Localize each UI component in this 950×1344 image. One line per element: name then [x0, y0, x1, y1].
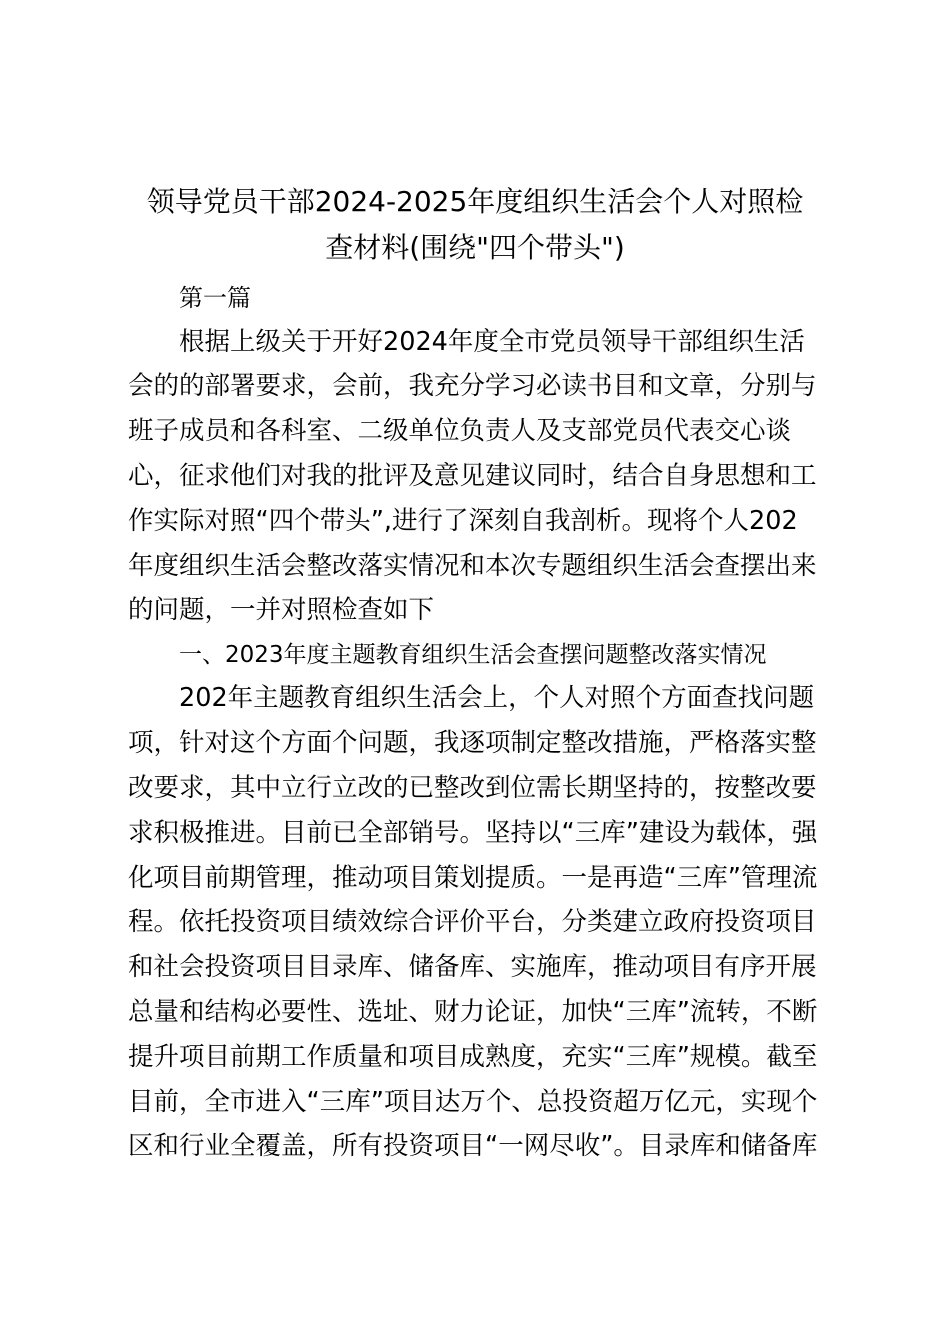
document-title-line-1: 领导党员干部2024-2025年度组织生活会个人对照检: [146, 185, 804, 218]
body-line: 的问题，一并对照检查如下: [128, 595, 435, 625]
body-line: 项，针对这个方面个问题，我逐项制定整改措施，严格落实整: [128, 728, 817, 758]
body-line: 作实际对照“四个带头”,进行了深刻自我剖析。现将个人202: [128, 506, 798, 536]
document-title-line-2: 查材料(围绕"四个带头"): [325, 231, 625, 264]
body-line: 心，征求他们对我的批评及意见建议同时，结合自身思想和工: [128, 461, 817, 491]
body-line: 会的的部署要求，会前，我充分学习必读书目和文章，分别与: [128, 371, 817, 401]
body-line: 根据上级关于开好2024年度全市党员领导干部组织生活: [179, 327, 805, 357]
body-line: 和社会投资项目目录库、储备库、实施库，推动项目有序开展: [128, 952, 817, 982]
body-line: 目前，全市进入“三库”项目达万个、总投资超万亿元，实现个: [128, 1087, 818, 1117]
body-line: 求积极推进。目前已全部销号。坚持以“三库”建设为载体，强: [128, 818, 818, 848]
body-line: 202年主题教育组织生活会上，个人对照个方面查找问题: [179, 683, 815, 713]
part-label: 第一篇: [179, 284, 251, 312]
body-line: 年度组织生活会整改落实情况和本次专题组织生活会查摆出来: [128, 551, 817, 581]
body-line: 程。依托投资项目绩效综合评价平台，分类建立政府投资项目: [128, 907, 817, 937]
body-line: 总量和结构必要性、选址、财力论证，加快“三库”流转，不断: [128, 997, 818, 1027]
section-heading: 一、2023年度主题教育组织生活会查摆问题整改落实情况: [179, 642, 767, 668]
body-line: 班子成员和各科室、二级单位负责人及支部党员代表交心谈: [128, 416, 792, 446]
body-line: 改要求，其中立行立改的已整改到位需长期坚持的，按整改要: [128, 773, 817, 803]
body-line: 提升项目前期工作质量和项目成熟度，充实“三库”规模。截至: [128, 1042, 818, 1072]
body-line: 区和行业全覆盖，所有投资项目“一网尽收”。目录库和储备库: [128, 1131, 818, 1161]
body-line: 化项目前期管理，推动项目策划提质。一是再造“三库”管理流: [128, 863, 818, 893]
